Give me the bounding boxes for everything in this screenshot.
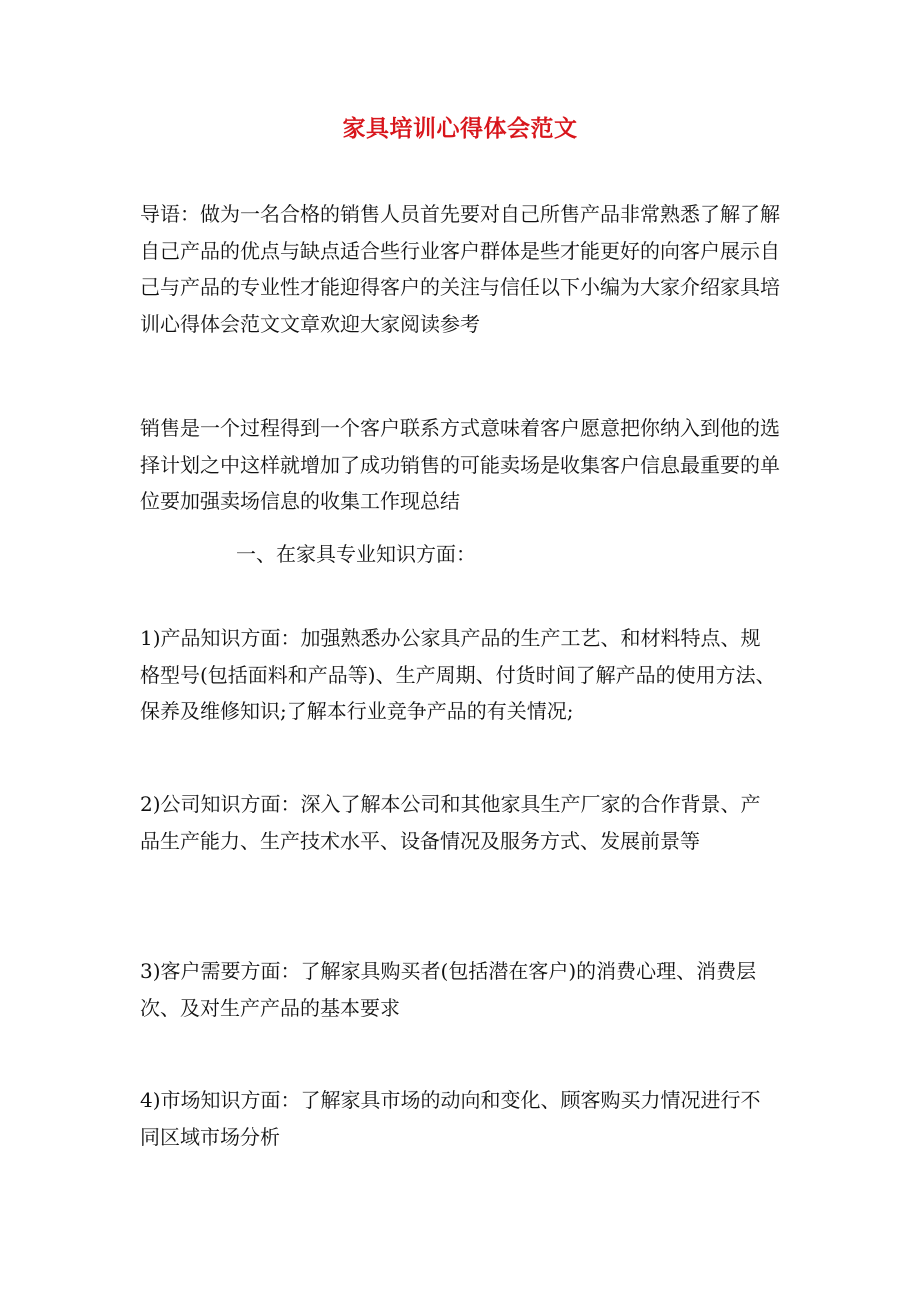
section-heading: 一、在家具专业知识方面： bbox=[236, 542, 476, 566]
body-paragraph: 销售是一个过程得到一个客户联系方式意味着客户愿意把你纳入到他的选择计划之中这样就增加了成功销售的可能卖场是收集客户信息最重要的单位要加强卖场信息的收集工作现总结 bbox=[140, 416, 780, 513]
document-title: 家具培训心得体会范文 bbox=[342, 115, 578, 142]
list-item-customer-needs: 3)客户需要方面：了解家具购买者(包括潜在客户)的消费心理、消费层次、及对生产产品的基本要求 bbox=[140, 959, 757, 1020]
list-item-market-knowledge: 4)市场知识方面：了解家具市场的动向和变化、顾客购买力情况进行不同区域市场分析 bbox=[140, 1088, 761, 1149]
list-item-company-knowledge: 2)公司知识方面：深入了解本公司和其他家具生产厂家的合作背景、产品生产能力、生产技术水平、设备情况及服务方式、发展前景等 bbox=[140, 792, 761, 853]
intro-paragraph: 导语：做为一名合格的销售人员首先要对自己所售产品非常熟悉了解了解自己产品的优点与缺点适合些行业客户群体是些才能更好的向客户展示自己与产品的专业性才能迎得客户的关注与信任以下小编为大家介绍家具培训心得体会范文文章欢迎大家阅读参考 bbox=[140, 202, 780, 336]
list-item-product-knowledge: 1)产品知识方面：加强熟悉办公家具产品的生产工艺、和材料特点、规格型号(包括面料和产品等)、生产周期、付货时间了解产品的使用方法、保养及维修知识;了解本行业竞争产品的有关情况; bbox=[140, 626, 776, 723]
